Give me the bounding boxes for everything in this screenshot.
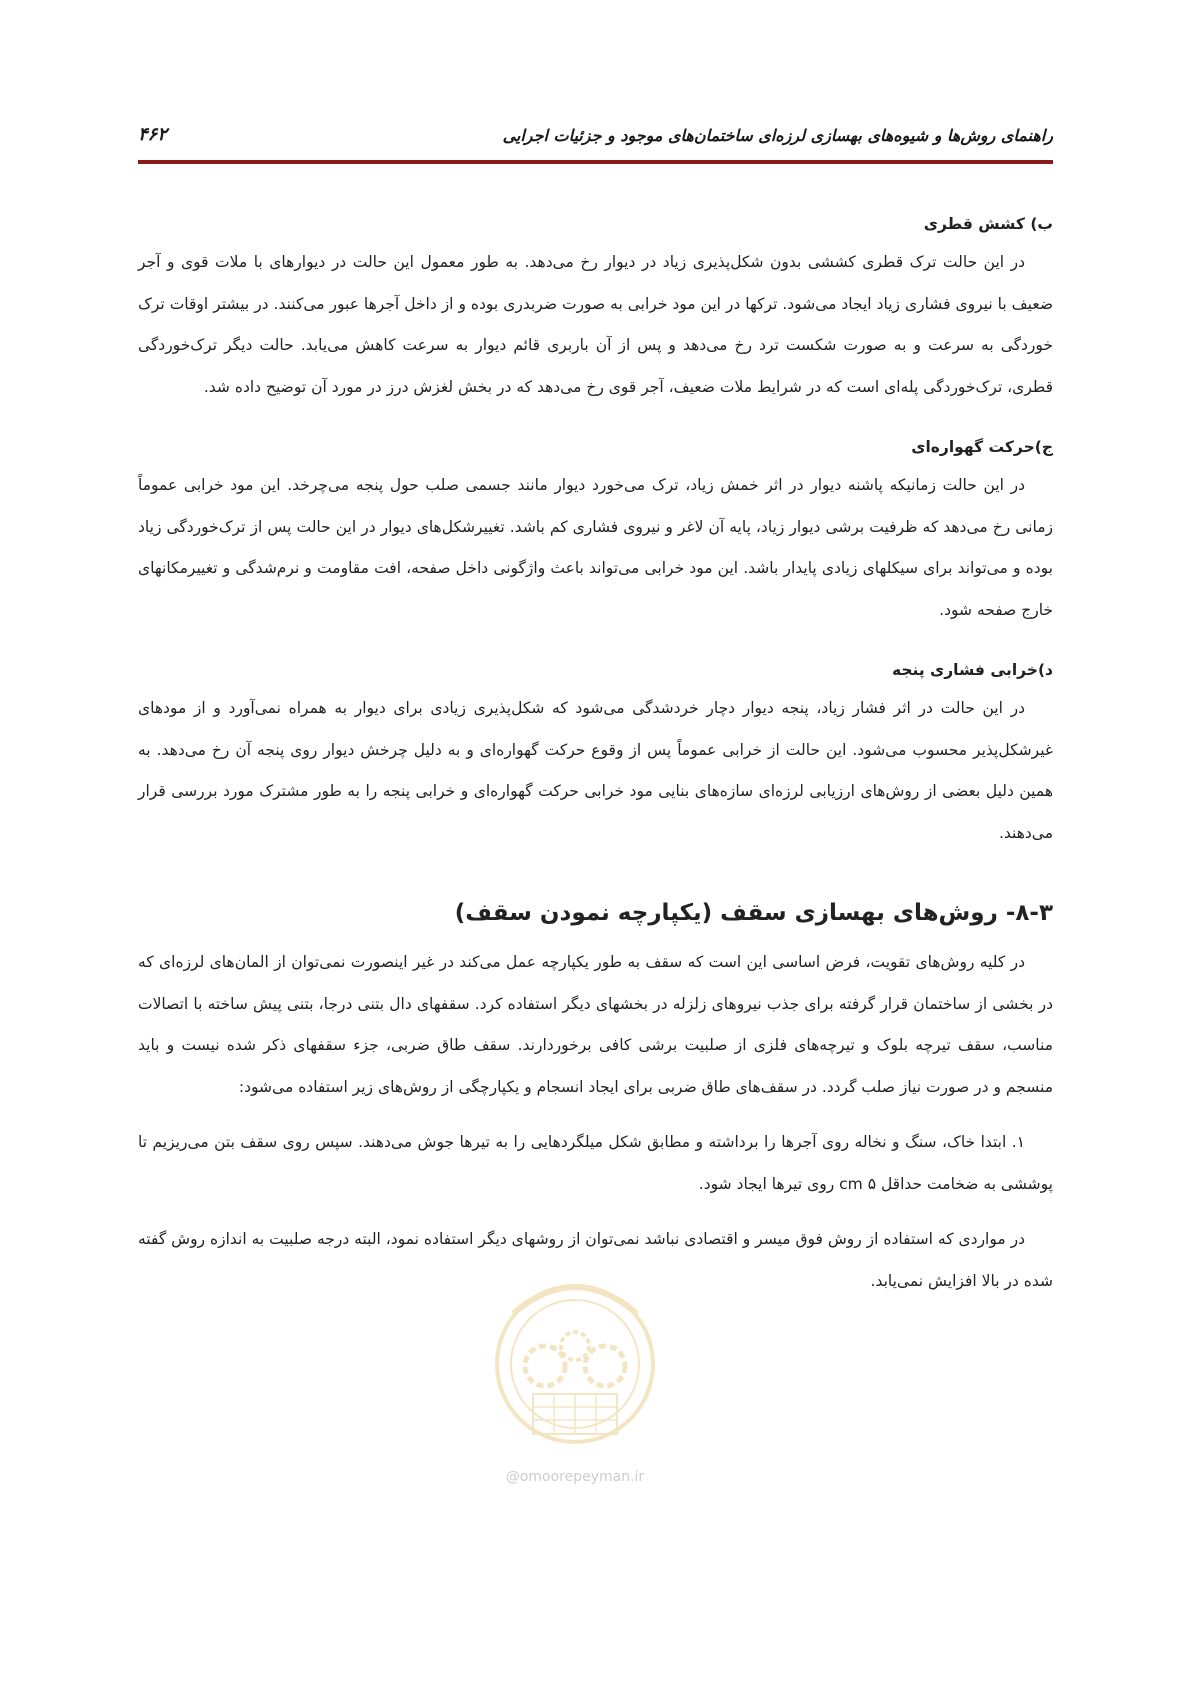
paragraph-toe-crushing: در این حالت در اثر فشار زیاد، پنجه دیوار دچار خردشدگی می‌شود که شکل‌پذیری زیادی برای دیوار به همراه نمی‌آورد و از مودهای غیرشکل‌پذیر محسوب می‌شود. این حالت از خرابی عموماً پس از وقوع حرکت گهواره‌ای و به دلیل چرخش دیوار روی پنجه آن رخ می‌دهد. به همین دلیل بعضی از روش‌های ارزیابی لرزه‌ای سازه‌های بنایی مود خرابی حرکت گهواره‌ای و خرابی پنجه را به طور مشترک مورد بررسی قرار می‌دهند.: [138, 699, 1053, 842]
watermark-url: @omoorepeyman.ir: [505, 1469, 645, 1485]
page-body: [138, 212, 1053, 1302]
section-heading-toe-crushing: د)خرابی فشاری پنجه: [891, 661, 1053, 679]
section-heading-diagonal-tension: ب) کشش قطری: [923, 215, 1053, 233]
page-number: ۴۶۲: [138, 124, 168, 145]
running-header: [138, 122, 1053, 152]
paragraph-roof-alternative: در مواردی که استفاده از روش فوق میسر و اقتصادی نباشد نمی‌توان از روشهای دیگر استفاده نمود، البته درجه صلبیت به اندازه روش گفته شده در بالا افزایش نمی‌یابد.: [138, 1230, 1053, 1290]
paragraph-diagonal-tension: در این حالت ترک قطری کششی بدون شکل‌پذیری زیاد در دیوار رخ می‌دهد. به طور معمول این حالت در دیوارهای با ملات قوی و آجر ضعیف با نیروی فشاری زیاد ایجاد می‌شود. ترکها در این مود خرابی به صورت ضربدری بوده و از داخل آجرها عبور می‌کنند. در بیشتر اوقات ترک خوردگی به سرعت و به صورت شکست ترد رخ می‌دهد و پس از آن باربری قائم دیوار به سرعت کاهش می‌یابد. حالت دیگر ترک‌خوردگی قطری، ترک‌خوردگی پله‌ای است که در شرایط ملات ضعیف، آجر قوی رخ می‌دهد که در بخش لغزش درز در مورد آن توضیح داده شد.: [138, 253, 1053, 396]
paragraph-roof-step-1: ۱. ابتدا خاک، سنگ و نخاله روی آجرها را برداشته و مطابق شکل میلگردهایی را به تیرها جوش می‌دهند. سپس روی سقف بتن می‌ریزیم تا پوششی به ضخامت حداقل ۵ cm روی تیرها ایجاد شود.: [138, 1133, 1053, 1193]
paragraph-rocking: در این حالت زمانیکه پاشنه دیوار در اثر خمش زیاد، ترک می‌خورد دیوار مانند جسمی صلب حول پنجه می‌چرخد. این مود خرابی عموماً زمانی رخ می‌دهد که ظرفیت برشی دیوار زیاد، پایه آن لاغر و نیروی فشاری کم باشد. تغییرشکل‌های دیوار در این حالت پس از ترک‌خوردگی زیاد بوده و می‌تواند برای سیکلهای زیادی پایدار باشد. این مود خرابی می‌تواند باعث واژگونی داخل صفحه، افت مقاومت و نرم‌شدگی و تغییرمکانهای خارج صفحه شود.: [138, 476, 1053, 619]
header-title: راهنمای روش‌ها و شیوه‌های بهسازی لرزه‌ای ساختمان‌های موجود و جزئیات اجرایی: [502, 126, 1053, 145]
header-divider: [138, 160, 1053, 164]
section-heading-rocking: ج)حرکت گهواره‌ای: [911, 438, 1053, 456]
paragraph-roof-intro: در کلیه روش‌های تقویت، فرض اساسی این است که سقف به طور یکپارچه عمل می‌کند در غیر اینصورت نمی‌توان از المان‌های لرزه‌ای که در بخشی از ساختمان قرار گرفته برای جذب نیروهای زلزله در بخشهای دیگر استفاده کرد. سقفهای دال بتنی درجا، بتنی پیش ساخته با اتصالات مناسب، سقف تیرچه بلوک و تیرچه‌های فلزی از صلبیت برشی کافی برخوردارند. سقف طاق ضربی، جزء سقفهای ذکر شده نیست و باید منسجم و در صورت نیاز صلب گردد. در سقف‌های طاق ضربی برای ایجاد انسجام و یکپارچگی از روش‌های زیر استفاده می‌شود:: [138, 953, 1053, 1096]
main-section-heading: ۸-۳- روش‌های بهسازی سقف (یکپارچه نمودن سقف): [454, 900, 1053, 926]
